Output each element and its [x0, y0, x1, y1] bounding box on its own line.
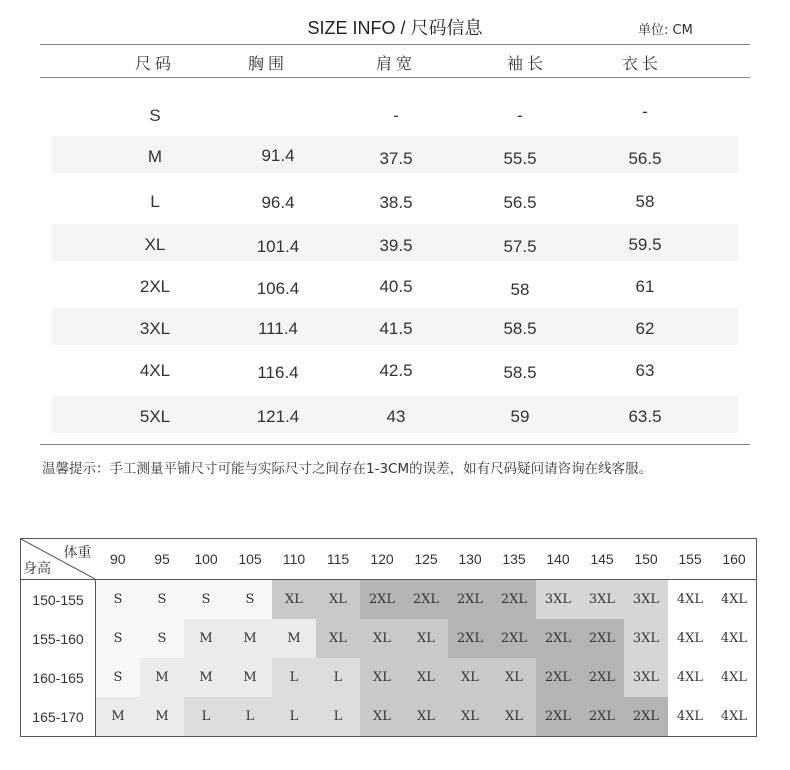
size-value: 63: [635, 361, 655, 380]
size-value: 39.5: [379, 236, 413, 255]
recommended-size: 2XL: [536, 619, 580, 658]
recommended-size: XL: [360, 697, 404, 737]
recommended-size: L: [184, 697, 228, 737]
recommended-size: M: [228, 619, 272, 658]
size-value: 43: [386, 407, 406, 426]
recommended-size: XL: [360, 658, 404, 697]
recommended-size: M: [140, 697, 184, 737]
recommended-size: 2XL: [448, 619, 492, 658]
unit-label: 单位: CM: [638, 23, 693, 38]
recommended-size: 3XL: [624, 619, 668, 658]
header-length: 衣长: [621, 54, 662, 73]
size-value: 58: [510, 280, 530, 299]
size-info-title: SIZE INFO / 尺码信息: [307, 18, 483, 38]
recommended-size: L: [316, 658, 360, 697]
recommended-size: S: [96, 619, 141, 658]
recommended-size: 4XL: [712, 697, 757, 737]
recommended-size: XL: [404, 697, 448, 737]
recommended-size: XL: [404, 619, 448, 658]
size-value: 42.5: [379, 361, 413, 380]
recommended-size: M: [140, 658, 184, 697]
height-label: 160-165: [21, 658, 96, 697]
recommended-size: M: [272, 619, 316, 658]
weight-header: 120: [360, 539, 404, 580]
weight-axis-label: 体重: [63, 544, 92, 560]
recommended-size: XL: [492, 658, 536, 697]
size-value: 58.5: [503, 319, 537, 338]
header-sleeve: 袖长: [506, 54, 547, 73]
size-value: 58: [635, 192, 655, 211]
recommended-size: M: [96, 697, 141, 737]
header-chest: 胸围: [247, 54, 288, 73]
recommended-size: 2XL: [492, 580, 536, 620]
recommended-size: 4XL: [712, 658, 757, 697]
weight-header: 100: [184, 539, 228, 580]
recommended-size: XL: [272, 580, 316, 620]
size-label: 4XL: [139, 361, 171, 380]
size-value: 56.5: [628, 149, 662, 168]
recommended-size: S: [140, 580, 184, 620]
recommended-size: S: [184, 580, 228, 620]
recommended-size: 3XL: [536, 580, 580, 620]
recommended-size: M: [184, 658, 228, 697]
recommended-size: L: [228, 697, 272, 737]
size-value: 41.5: [379, 319, 413, 338]
weight-header: 155: [668, 539, 712, 580]
size-value: 101.4: [256, 237, 300, 256]
size-value: 58.5: [503, 363, 537, 382]
measurement-note: 温馨提示：手工测量平铺尺寸可能与实际尺寸之间存在1-3CM的误差，如有尺码疑问请咨询在线客服。: [42, 461, 653, 477]
weight-header: 150: [624, 539, 668, 580]
recommended-size: 2XL: [536, 658, 580, 697]
recommended-size: 4XL: [668, 658, 712, 697]
size-label: 2XL: [139, 277, 171, 296]
size-value: 121.4: [256, 407, 300, 426]
size-value: -: [642, 102, 648, 121]
weight-header: 130: [448, 539, 492, 580]
recommended-size: M: [184, 619, 228, 658]
recommended-size: XL: [316, 580, 360, 620]
recommended-size: 2XL: [580, 658, 624, 697]
recommended-size: L: [272, 658, 316, 697]
size-value: 96.4: [261, 193, 295, 212]
bottom-divider: [40, 444, 750, 445]
recommended-size: 2XL: [492, 619, 536, 658]
weight-header: 95: [140, 539, 184, 580]
size-label: M: [147, 147, 163, 166]
size-value: 59: [510, 407, 530, 426]
size-value: 61: [635, 277, 655, 296]
height-row: [21, 580, 757, 620]
weight-header: 140: [536, 539, 580, 580]
size-value: 63.5: [628, 407, 662, 426]
recommended-size: L: [272, 697, 316, 737]
recommended-size: XL: [360, 619, 404, 658]
weight-header: 145: [580, 539, 624, 580]
top-divider: [40, 44, 750, 45]
size-value: 38.5: [379, 193, 413, 212]
recommended-size: XL: [316, 619, 360, 658]
size-value: 57.5: [503, 237, 537, 256]
size-value: -: [393, 106, 399, 125]
size-value: 56.5: [503, 193, 537, 212]
size-label: 3XL: [139, 319, 171, 338]
height-row: [21, 697, 757, 737]
size-value: 106.4: [256, 279, 300, 298]
recommended-size: S: [96, 580, 141, 620]
size-recommendation-table: [20, 538, 757, 737]
height-axis-label: 身高: [23, 560, 51, 576]
recommended-size: 4XL: [712, 580, 757, 620]
corner-cell: [21, 539, 96, 580]
size-value: 40.5: [379, 277, 413, 296]
recommended-size: 2XL: [360, 580, 404, 620]
recommended-size: 4XL: [712, 619, 757, 658]
recommended-size: XL: [404, 658, 448, 697]
height-label: 150-155: [21, 580, 96, 620]
size-value: 111.4: [257, 319, 299, 338]
recommended-size: 3XL: [624, 580, 668, 620]
size-value: 59.5: [628, 235, 662, 254]
size-label: L: [150, 192, 160, 211]
recommended-size: L: [316, 697, 360, 737]
size-value: 55.5: [503, 149, 537, 168]
weight-header: 125: [404, 539, 448, 580]
recommended-size: 3XL: [580, 580, 624, 620]
recommended-size: XL: [492, 697, 536, 737]
weight-header: 115: [316, 539, 360, 580]
height-row: [21, 658, 757, 697]
recommended-size: S: [140, 619, 184, 658]
header-shoulder: 肩宽: [375, 54, 416, 73]
recommended-size: 2XL: [580, 619, 624, 658]
size-value: -: [517, 106, 523, 125]
size-label: 5XL: [139, 407, 171, 426]
recommended-size: 3XL: [624, 658, 668, 697]
recommended-size: XL: [448, 697, 492, 737]
recommended-size: XL: [448, 658, 492, 697]
recommended-size: 2XL: [404, 580, 448, 620]
height-row: [21, 619, 757, 658]
weight-header: 110: [272, 539, 316, 580]
recommended-size: S: [228, 580, 272, 620]
size-label: S: [149, 106, 161, 125]
recommended-size: 4XL: [668, 697, 712, 737]
recommended-size: 2XL: [580, 697, 624, 737]
size-value: 62: [635, 319, 655, 338]
recommended-size: 4XL: [668, 619, 712, 658]
weight-header: 105: [228, 539, 272, 580]
recommended-size: 2XL: [536, 697, 580, 737]
size-value: 116.4: [257, 363, 299, 382]
weight-header: 135: [492, 539, 536, 580]
weight-header: 160: [712, 539, 757, 580]
size-label: XL: [144, 235, 166, 254]
height-label: 155-160: [21, 619, 96, 658]
recommended-size: S: [96, 658, 141, 697]
recommended-size: 2XL: [624, 697, 668, 737]
header-size: 尺码: [134, 54, 175, 73]
recommended-size: M: [228, 658, 272, 697]
weight-header: 90: [96, 539, 141, 580]
height-label: 165-170: [21, 697, 96, 737]
recommended-size: 2XL: [448, 580, 492, 620]
size-value: 91.4: [261, 146, 295, 165]
size-value: 37.5: [379, 149, 413, 168]
header-divider: [40, 77, 750, 78]
recommended-size: 4XL: [668, 580, 712, 620]
